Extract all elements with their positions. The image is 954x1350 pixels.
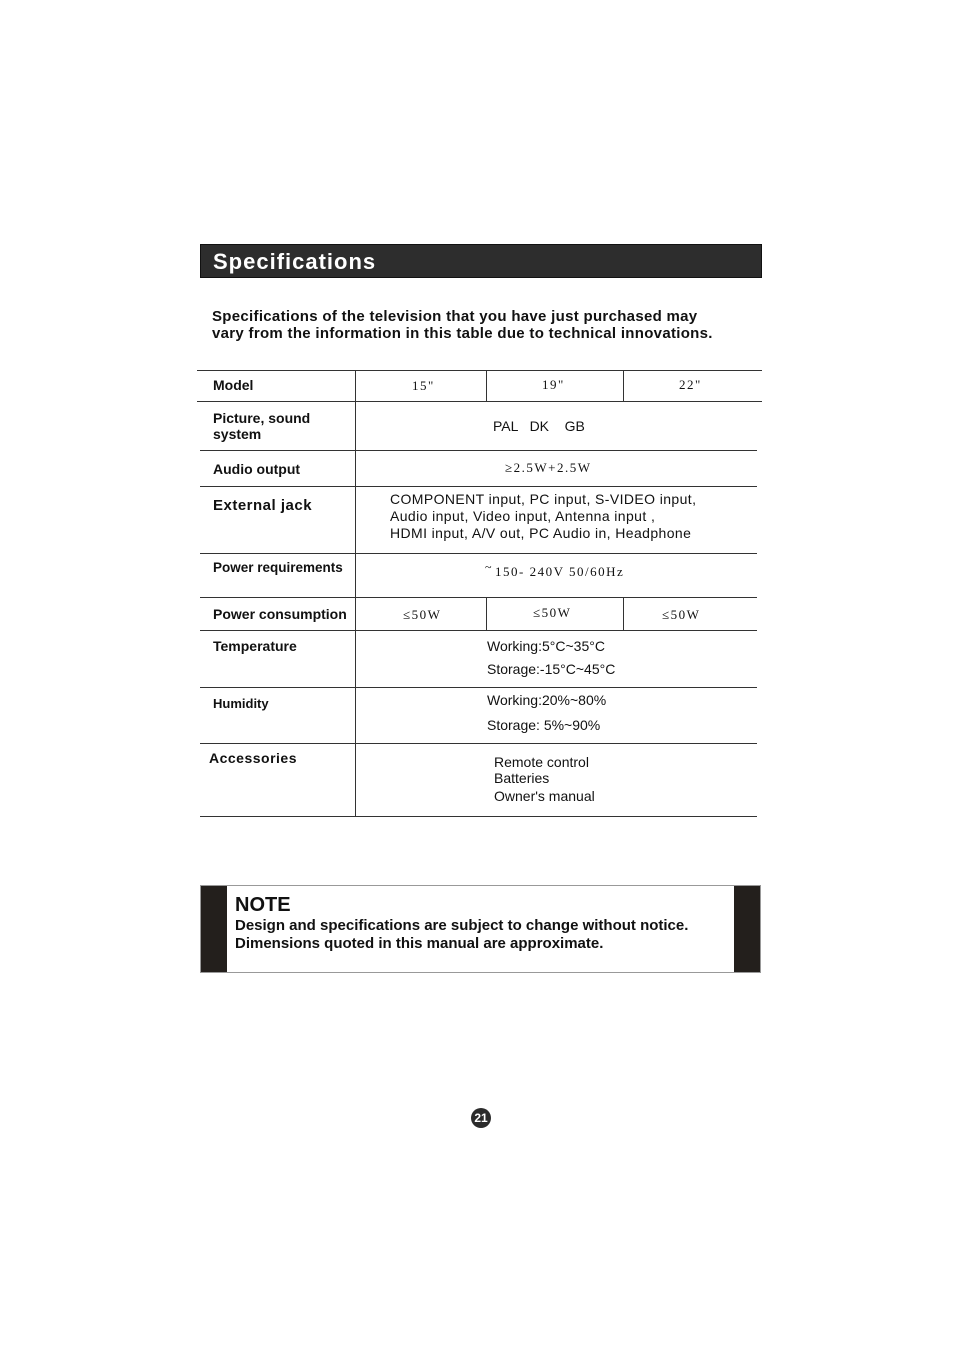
table-rule: [197, 370, 762, 371]
model-19: 19": [542, 377, 565, 392]
note-bar-left: [201, 886, 227, 972]
power-consumption-15: ≤50W: [403, 607, 442, 622]
note-bar-right: [734, 886, 760, 972]
power-requirements-value: 150- 240V 50/60Hz: [495, 564, 625, 579]
table-rule: [200, 597, 757, 598]
intro-line-2: vary from the information in this table due to technical innovations.: [212, 325, 713, 342]
accessories-label: Accessories: [209, 750, 298, 766]
intro-line-1: Specifications of the television that you have just purchased may: [212, 308, 698, 325]
accessory-item: Batteries: [494, 770, 550, 786]
temperature-storage: Storage:-15°C~45°C: [487, 661, 616, 677]
temperature-working: Working:5°C~35°C: [487, 638, 605, 654]
power-consumption-19: ≤50W: [533, 605, 572, 620]
note-box: [200, 885, 761, 973]
table-rule: [200, 687, 757, 688]
audio-output-label: Audio output: [213, 461, 301, 477]
temperature-label: Temperature: [213, 638, 297, 654]
accessory-item: Remote control: [494, 754, 589, 770]
power-requirements-label: Power requirements: [213, 560, 343, 575]
external-jack-line-2: Audio input, Video input, Antenna input ,: [390, 508, 656, 524]
table-rule: [197, 401, 762, 402]
model-label: Model: [213, 377, 254, 393]
humidity-label: Humidity: [213, 696, 269, 711]
humidity-working: Working:20%~80%: [487, 692, 607, 708]
external-jack-line-1: COMPONENT input, PC input, S-VIDEO input,: [390, 491, 697, 507]
power-consumption-22: ≤50W: [662, 607, 701, 622]
table-column-rule: [623, 370, 624, 402]
section-header: [200, 244, 762, 278]
external-jack-line-3: HDMI input, A/V out, PC Audio in, Headphone: [390, 525, 692, 541]
table-column-rule: [355, 370, 356, 817]
note-title: NOTE: [235, 894, 291, 916]
table-rule: [200, 816, 757, 817]
table-rule: [200, 450, 757, 451]
picture-sound-label-2: system: [213, 426, 262, 442]
model-22: 22": [679, 377, 702, 392]
external-jack-label: External jack: [213, 497, 313, 514]
table-column-rule: [623, 597, 624, 631]
table-column-rule: [486, 370, 487, 402]
table-rule: [200, 743, 757, 744]
page-number: 21: [471, 1108, 491, 1128]
model-15: 15": [412, 378, 435, 393]
note-line-2: Dimensions quoted in this manual are approximate.: [235, 935, 604, 952]
intro-text: [212, 308, 772, 342]
power-consumption-label: Power consumption: [213, 606, 347, 622]
note-line-1: Design and specifications are subject to change without notice.: [235, 917, 689, 934]
picture-sound-label-1: Picture, sound: [213, 410, 311, 426]
table-rule: [200, 486, 757, 487]
picture-sound-value: PAL DK GB: [493, 418, 585, 434]
accessory-item: Owner's manual: [494, 788, 595, 804]
audio-output-value: ≥2.5W+2.5W: [505, 460, 592, 475]
humidity-storage: Storage: 5%~90%: [487, 717, 601, 733]
page-title: Specifications: [213, 249, 377, 274]
table-column-rule: [486, 597, 487, 631]
tilde-symbol: ~: [485, 560, 493, 574]
table-rule: [200, 553, 757, 554]
table-rule: [200, 630, 757, 631]
